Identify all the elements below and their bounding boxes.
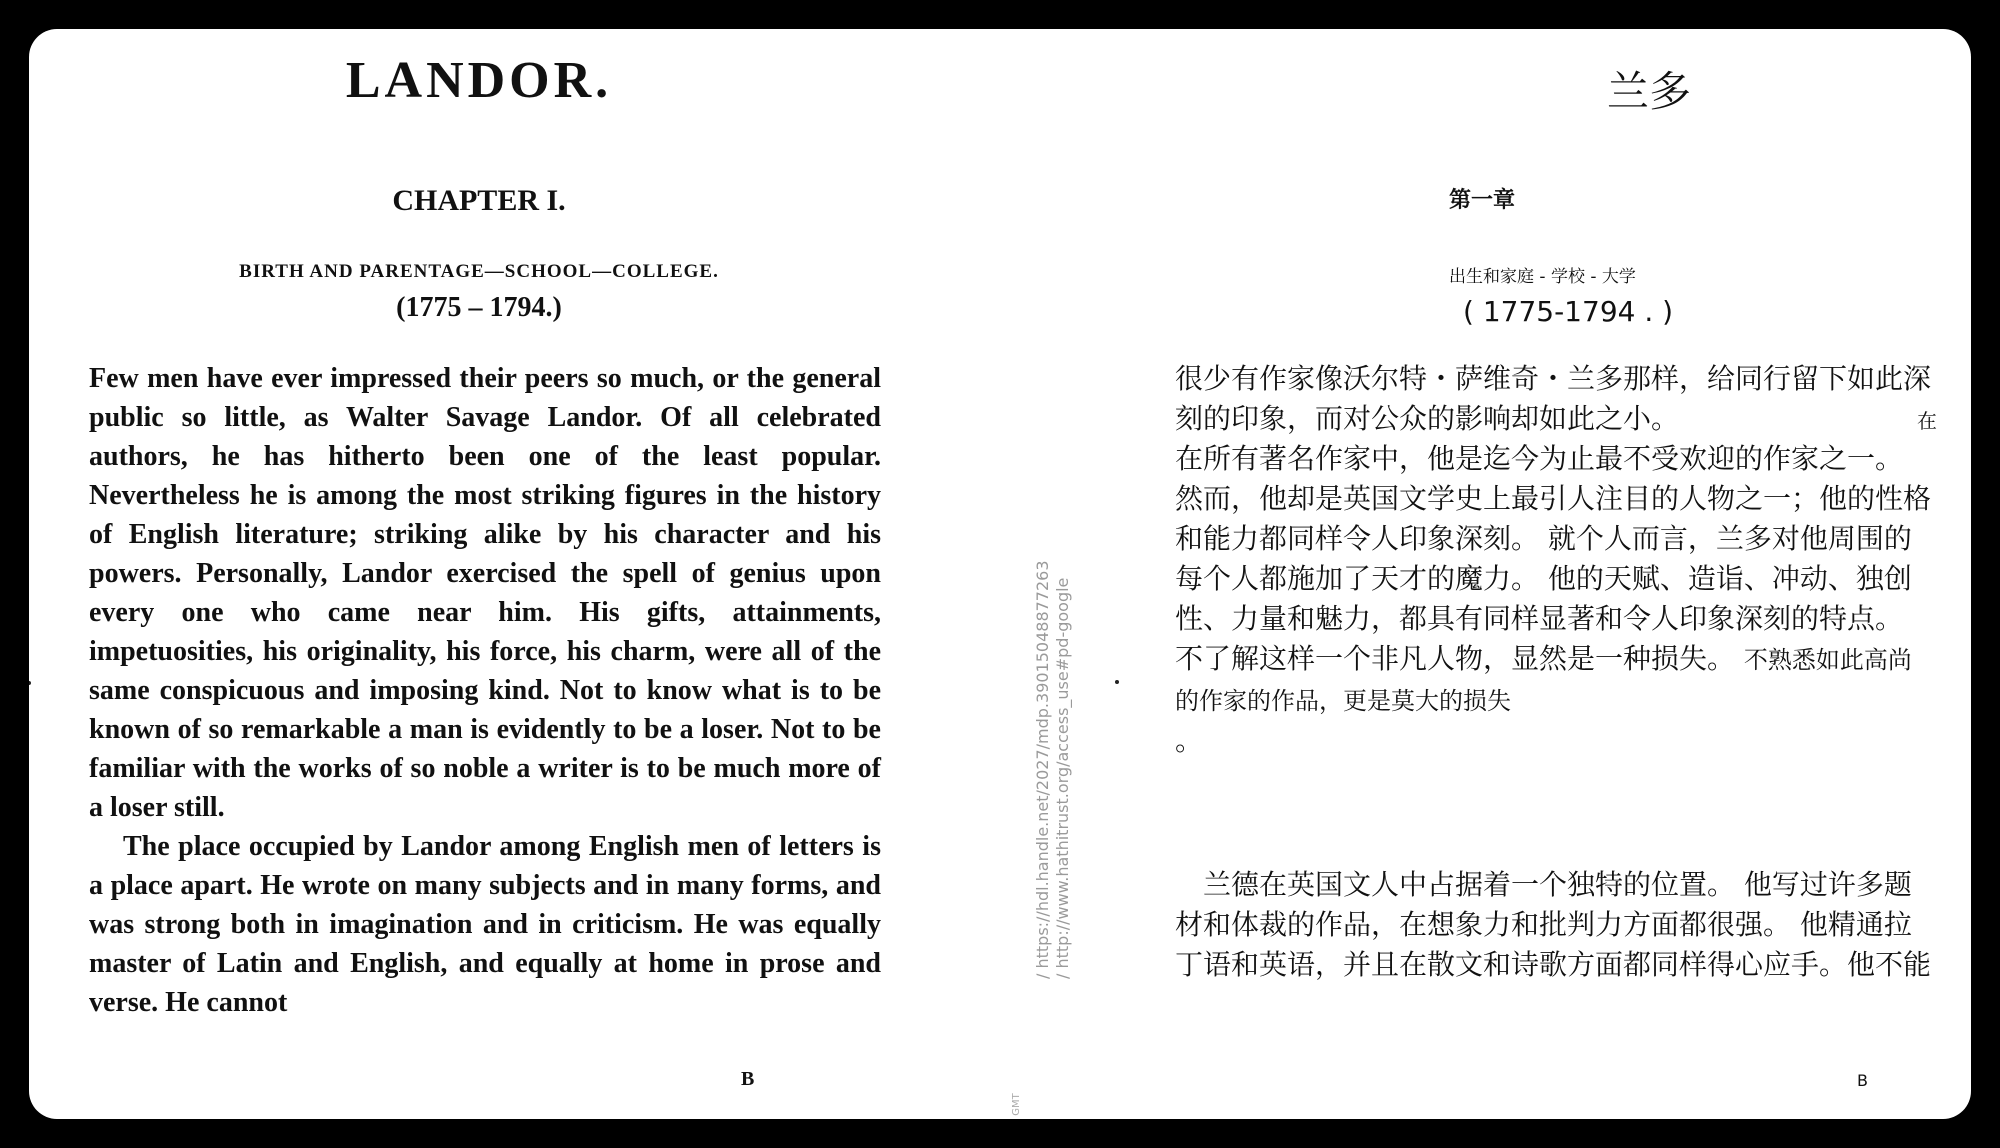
chapter-subtitle: BIRTH AND PARENTAGE—SCHOOL—COLLEGE. xyxy=(239,261,719,282)
chinese-body-2 xyxy=(1175,865,1935,985)
english-paragraph-1: Few men have ever impressed their peers so much, or the general public so little, as Walter Savage Landor. Of all celebrated authors, he has hitherto been one of the least popular. Nevertheless he is among the most striking figures in the history of English literature; striking alike by his character and his powers. Personally, Landor exercised the spell of genius upon every one who came near him. His gifts, attainments, impetuosities, his originality, his force, his charm, were all of the same conspicuous and imposing kind. Not to know what is to be known of so remarkable a man is evidently to be a loser. Not to be familiar with the works of so noble a writer is to be much more of a loser still. xyxy=(89,363,881,823)
chinese-paragraph-1-end: 。 xyxy=(1175,724,1204,757)
translated-years: ( 1775-1794 . ) xyxy=(1463,295,1674,328)
chinese-body xyxy=(1175,359,1935,761)
document-frame xyxy=(29,29,1971,1119)
margin-note: 在 xyxy=(1917,409,1937,433)
watermark-line-1: / https://hdl.handle.net/2027/mdp.39015048877263 xyxy=(1033,560,1052,979)
page-title: LANDOR. xyxy=(345,52,613,109)
chinese-paragraph-1-small: 不熟悉如此高尚的作家的作品，更是莫大的损失 xyxy=(1175,646,1912,715)
watermark-line-2: / http://www.hathitrust.org/access_use#pd-google xyxy=(1053,577,1072,979)
chinese-paragraph-2: 兰德在英国文人中占据着一个独特的位置。 他写过许多题材和体裁的作品，在想象力和批判力方面都很强。 他精通拉丁语和英语，并且在散文和诗歌方面都同样得心应手。他不能 xyxy=(1175,868,1932,981)
english-paragraph-2: The place occupied by Landor among English men of letters is a place apart. He wrote on many subjects and in many forms, and was strong both in imagination and in criticism. He was equally master of Latin and English, and equally at home in prose and verse. He cannot xyxy=(89,831,881,1018)
chinese-page xyxy=(1029,29,1971,1119)
translated-chapter: 第一章 xyxy=(1449,188,1516,213)
watermark-corner: GMT xyxy=(1010,1093,1022,1116)
chapter-heading: CHAPTER I. xyxy=(392,184,566,217)
chinese-paragraph-1-main: 很少有作家像沃尔特・萨维奇・兰多那样，给同行留下如此深刻的印象，而对公众的影响却如此之小。 xyxy=(1175,362,1932,435)
chapter-years: (1775 – 1794.) xyxy=(396,292,562,323)
translated-subtitle: 出生和家庭 - 学校 - 大学 xyxy=(1449,267,1636,287)
chinese-paragraph-1-rest: 在所有著名作家中，他是迄今为止最不受欢迎的作家之一。 然而，他却是英国文学史上最引人注目的人物之一；他的性格和能力都同样令人印象深刻。 就个人而言，兰多对他周围的每个人都施加了天才的魔力。 他的天赋、造诣、冲动、独创性、力量和魅力，都具有同样显著和令人印象深刻的特点。 不了解这样一个非凡人物，显然是一种损失。 xyxy=(1175,442,1932,675)
english-page xyxy=(29,29,1029,1119)
translated-title: 兰多 xyxy=(1606,67,1691,116)
signature-mark: B xyxy=(741,1068,755,1090)
english-body xyxy=(89,359,881,1022)
translated-signature-mark: B xyxy=(1857,1071,1868,1090)
